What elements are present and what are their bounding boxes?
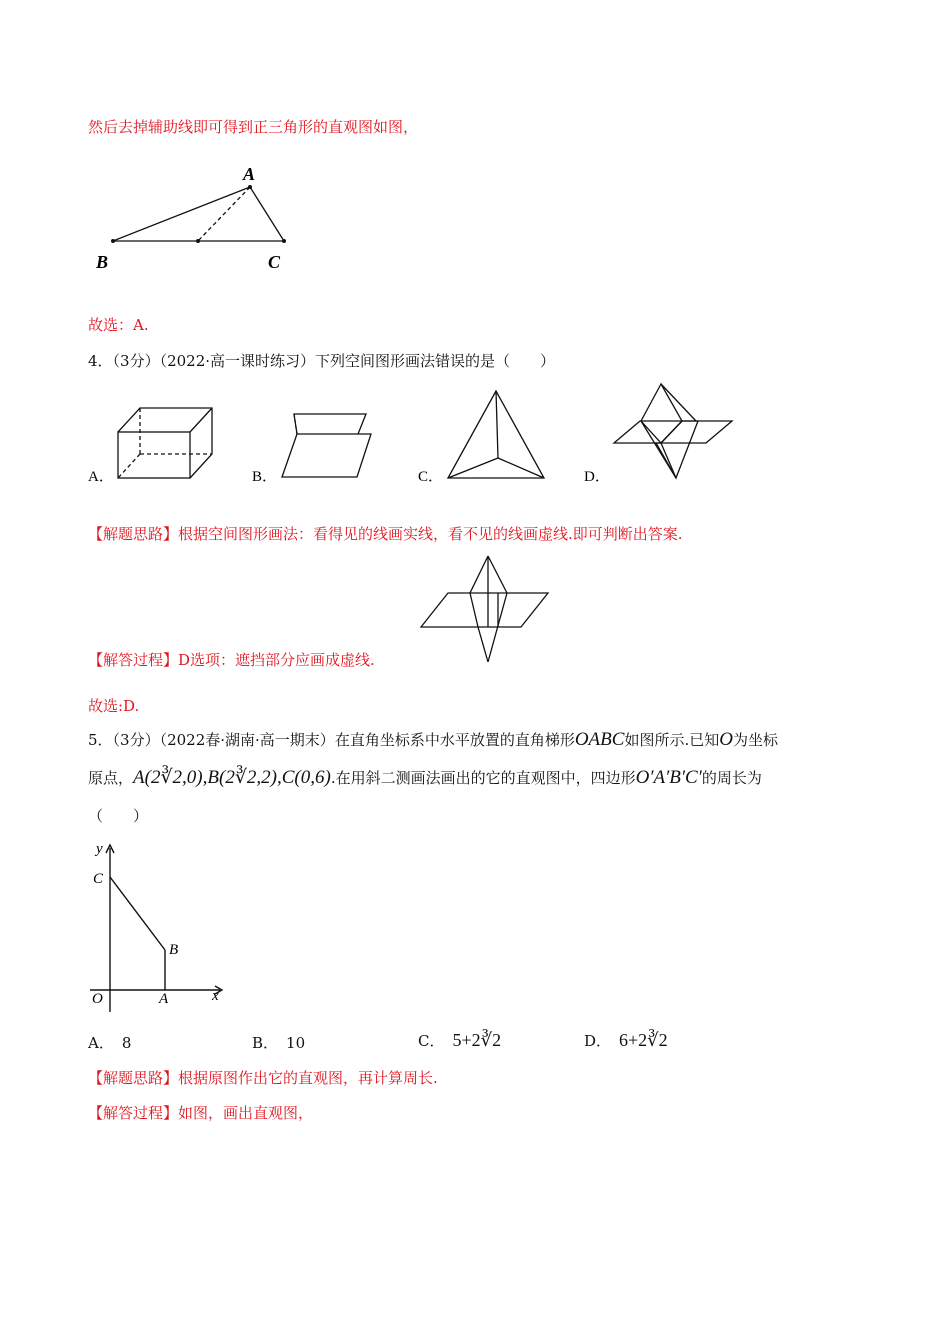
q5-stem-c: 为坐标 [732, 731, 778, 749]
q5-quad-name: O′A′B′C′ [635, 767, 702, 788]
q5-thinking-text: 根据原图作出它的直观图，再计算周长. [178, 1069, 438, 1087]
q4-question: 下列空间图形画法错误的是（ ） [315, 352, 556, 370]
q5-stem-b: 如图所示.已知 [624, 731, 720, 749]
axis-label-y: y [96, 841, 103, 857]
label-a: A [159, 991, 169, 1007]
label-a: A [243, 164, 256, 184]
q5-option-b-value: 10 [286, 1034, 306, 1052]
q5-option-a-label: A． [88, 1034, 114, 1052]
q5-option-d[interactable] [584, 1030, 668, 1051]
q5-number: 5． [88, 731, 113, 749]
q5-thinking [88, 1068, 438, 1088]
label-c: C [268, 252, 281, 272]
q5-option-d-label: D． [584, 1032, 612, 1050]
q4-source: （2022·高一课时练习） [159, 352, 316, 370]
q5-process-text: 如图，画出直观图， [178, 1104, 314, 1122]
q4-process-text: D选项：遮挡部分应画成虚线. [178, 651, 375, 669]
label-b: B [169, 942, 179, 958]
q5-score: （3分） [112, 731, 160, 749]
q4-number: 4． [88, 352, 113, 370]
q5-stem-f: 的周长为 [701, 769, 762, 787]
q5-stem-d: 原点， [88, 769, 134, 787]
q4-option-a-label: A． [88, 469, 114, 485]
q5-stem-a: 在直角坐标系中水平放置的直角梯形 [334, 731, 575, 749]
q5-option-d-value: 6+2∛2 [619, 1030, 668, 1050]
q4-thinking-text: 根据空间图形画法：看得见的线画实线，看不见的线画虚线.即可判断出答案. [178, 525, 683, 543]
q5-origin-letter: O [719, 729, 733, 750]
q5-process-tag: 【解答过程】 [88, 1104, 179, 1122]
label-b: B [96, 252, 109, 272]
intro-line: 然后去掉辅助线即可得到正三角形的直观图如图， [88, 118, 419, 136]
q5-shape-name: OABC [574, 729, 625, 750]
q5-option-c-value: 5+2∛2 [452, 1030, 502, 1050]
q5-option-c-label: C． [418, 1032, 445, 1050]
q5-option-a-value: 8 [121, 1034, 132, 1052]
q4-option-d-label: D． [584, 469, 610, 485]
label-o: O [92, 991, 103, 1007]
q4-option-c-label: C． [418, 469, 444, 485]
q4-answer: 故选:D. [88, 697, 140, 715]
q5-thinking-tag: 【解题思路】 [88, 1069, 179, 1087]
q5-option-c[interactable] [418, 1030, 501, 1051]
axis-label-x: x [212, 988, 219, 1004]
q4-process-tag: 【解答过程】 [88, 651, 179, 669]
q4-thinking-tag: 【解题思路】 [88, 525, 179, 543]
q5-source: （2022春·湖南·高一期末） [159, 731, 335, 749]
q5-paren: （ ） [88, 807, 149, 825]
q3-answer: 故选：A. [88, 316, 149, 334]
label-c: C [93, 871, 104, 887]
q5-option-b-label: B． [252, 1034, 279, 1052]
q5-stem-e: .在用斜二测画法画出的它的直观图中，四边形 [330, 769, 636, 787]
q4-option-b-label: B． [252, 469, 278, 485]
edge-cb [110, 877, 165, 950]
q5-option-a[interactable] [88, 1032, 131, 1053]
q5-coords: A(2∛2,0),B(2∛2,2),C(0,6) [133, 767, 331, 788]
q5-process [88, 1103, 313, 1123]
q5-option-b[interactable] [252, 1032, 305, 1053]
q4-score: （3分） [112, 352, 160, 370]
